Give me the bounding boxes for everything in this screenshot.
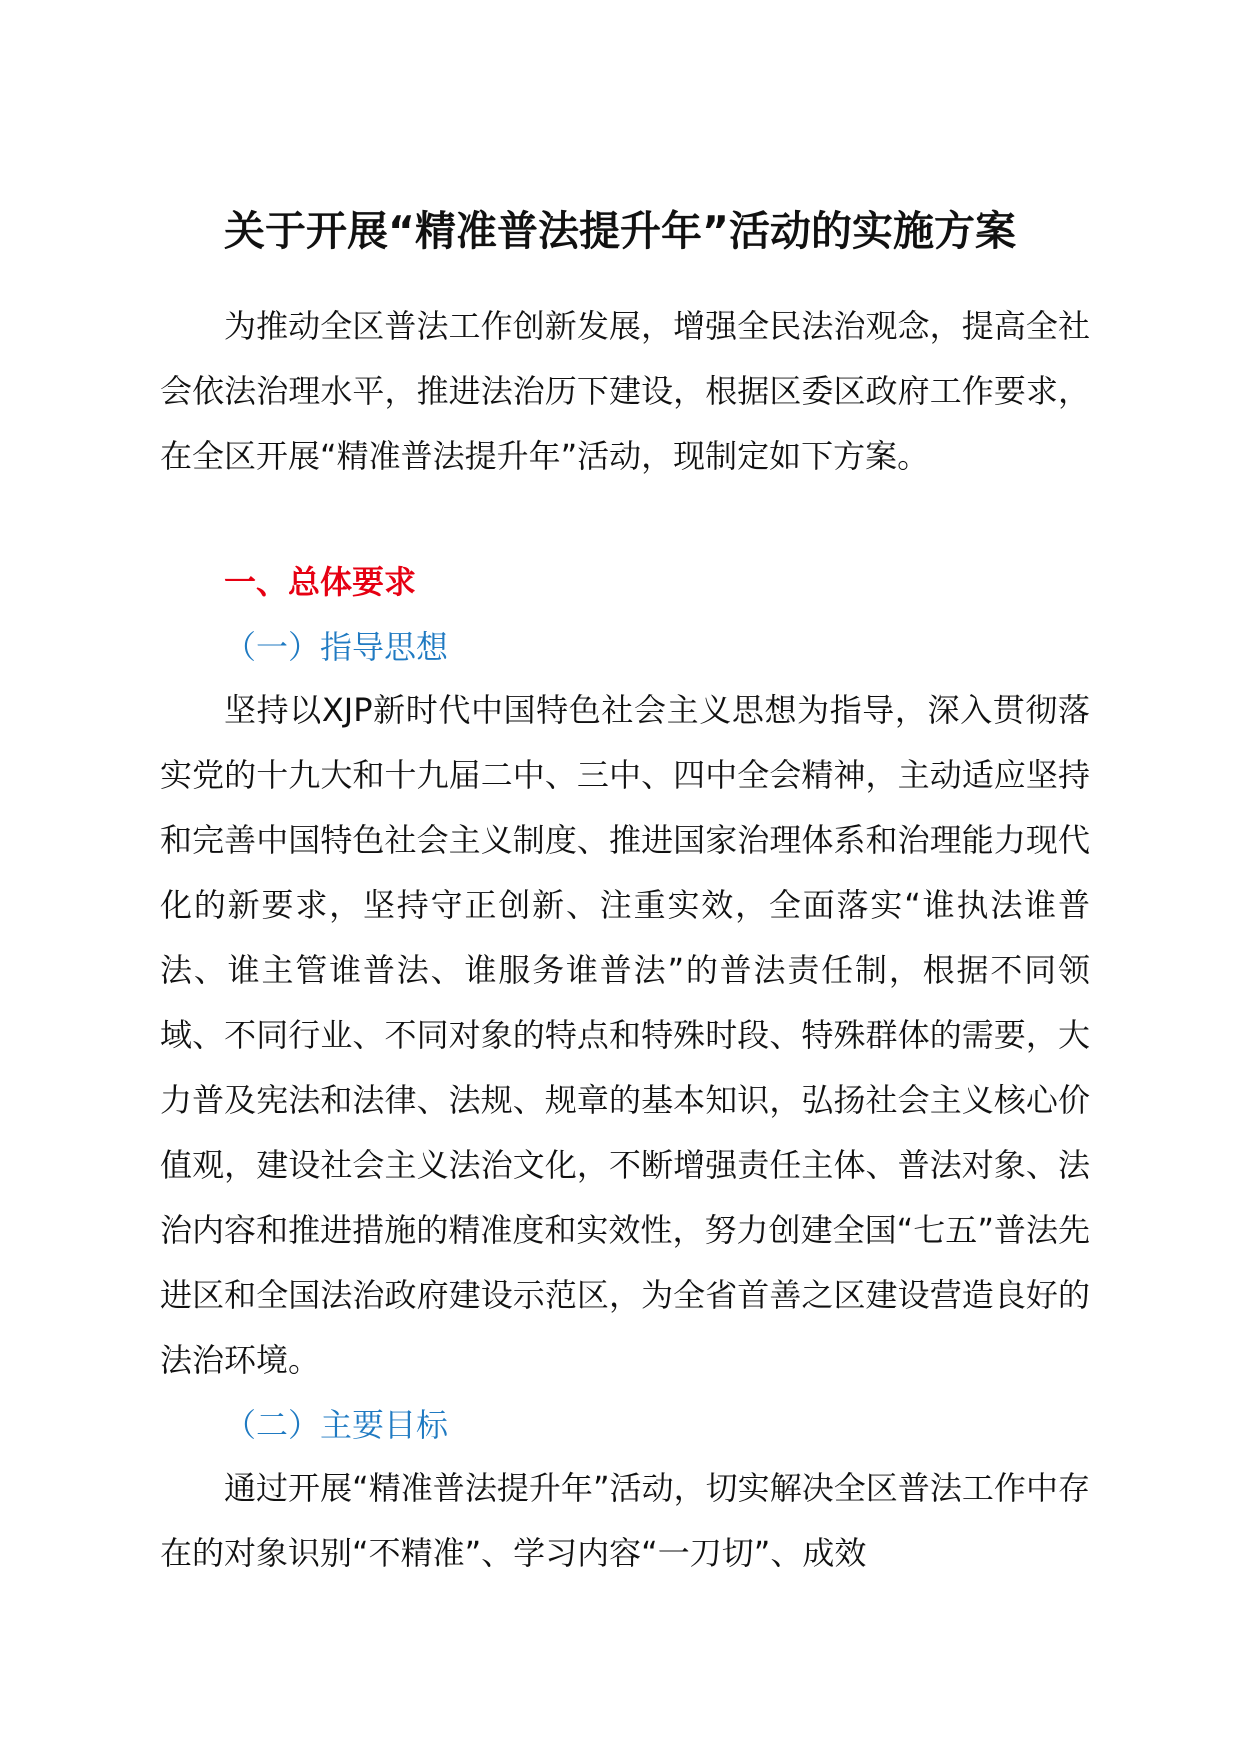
guiding-ideology-paragraph: 坚持以XJP新时代中国特色社会主义思想为指导，深入贯彻落实党的十九大和十九届二中、三中、四中全会精神，主动适应坚持和完善中国特色社会主义制度、推进国家治理体系和治理能力现代化的新要求，坚持守正创新、注重实效，全面落实“谁执法谁普法、谁主管谁普法、谁服务谁普法”的普法责任制，根据不同领域、不同行业、不同对象的特点和特殊时段、特殊群体的需要，大力普及宪法和法律、法规、规章的基本知识，弘扬社会主义核心价值观，建设社会主义法治文化，不断增强责任主体、普法对象、法治内容和推进措施的精准度和实效性，努力创建全国“七五”普法先进区和全国法治政府建设示范区，为全省首善之区建设营造良好的法治环境。 [160, 691, 1090, 1379]
main-goals-paragraph: 通过开展“精准普法提升年”活动，切实解决全区普法工作中存在的对象识别“不精准”、学习内容“一刀切”、成效 [160, 1469, 1090, 1572]
intro-paragraph: 为推动全区普法工作创新发展，增强全民法治观念，提高全社会依法治理水平，推进法治历下建设，根据区委区政府工作要求，在全区开展“精准普法提升年”活动，现制定如下方案。 [160, 307, 1090, 475]
document-title: 关于开展“精准普法提升年”活动的实施方案 [224, 207, 1016, 255]
subsection-heading-main-goals: （二）主要目标 [224, 1406, 449, 1444]
subsection-heading-guiding-ideology: （一）指导思想 [224, 628, 449, 666]
section-heading-overall-requirements: 一、总体要求 [224, 563, 417, 601]
